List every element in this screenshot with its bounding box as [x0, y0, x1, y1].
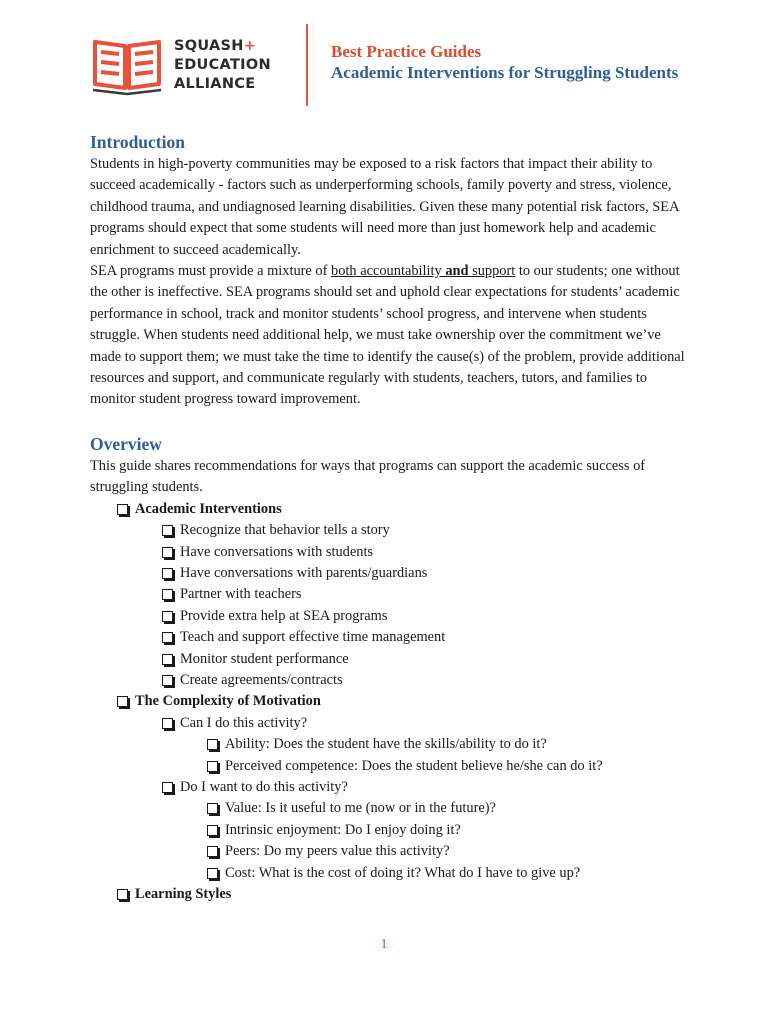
intro-p2-rest: to our students; one without the other is ineffective. SEA programs should set and uphold clear expectations for students’ academic performance in school, track and monitor students’ school progress, and intervene when students struggle. When students need additional help, we must take ownership over the commitment we’ve made to support them; we must take the time to identify the cause(s) of the problem, provide additional resources and support, and communicate regularly with students, teachers, tutors, and families to monitor student progress toward improvement. [90, 263, 685, 408]
intro-p2-bold: and [445, 263, 469, 280]
checklist-item-text: Create agreements/contracts [180, 671, 343, 688]
checkbox-bullet-icon [162, 782, 173, 793]
checkbox-bullet-icon [162, 675, 173, 686]
checklist-item-level-3 [90, 863, 690, 884]
checklist-item-text: Cost: What is the cost of doing it? What do I have to give up? [225, 864, 581, 881]
checkbox-bullet-icon [207, 868, 218, 879]
checklist-item-level-2 [90, 627, 690, 648]
checklist-item-text: Recognize that behavior tells a story [180, 522, 390, 539]
checklist-item-level-3 [90, 756, 690, 777]
intro-p2-underline-1: both accountability [331, 263, 446, 280]
document-body [90, 130, 690, 905]
checkbox-bullet-icon [162, 547, 173, 558]
checkbox-bullet-icon [162, 525, 173, 536]
checklist-item-level-2 [90, 649, 690, 670]
checkbox-bullet-icon [207, 825, 218, 836]
checklist-item-text: Do I want to do this activity? [180, 778, 348, 795]
checklist-item-text: The Complexity of Motivation [135, 693, 321, 710]
checkbox-bullet-icon [207, 739, 218, 750]
checkbox-bullet-icon [207, 803, 218, 814]
document-header [0, 0, 768, 120]
page-number: 1 [380, 937, 388, 952]
checklist-item-level-1 [90, 691, 690, 712]
checklist-item-level-2 [90, 584, 690, 605]
checklist-item-level-2 [90, 777, 690, 798]
header-divider [306, 24, 308, 106]
checklist-item-text: Ability: Does the student have the skills/ability to do it? [225, 736, 547, 753]
logo-line-1: SQUASH [174, 38, 244, 54]
checkbox-bullet-icon [162, 589, 173, 600]
checklist-item-level-3 [90, 820, 690, 841]
checklist-item-text: Monitor student performance [180, 650, 349, 667]
squash-education-alliance-logo [91, 34, 291, 96]
checkbox-bullet-icon [162, 632, 173, 643]
checklist-item-text: Academic Interventions [135, 500, 282, 517]
checklist-item-text: Partner with teachers [180, 586, 302, 603]
overview-checklist [90, 499, 690, 906]
overview-intro: This guide shares recommendations for ways that programs can support the academic success of struggling students. [90, 457, 646, 496]
checklist-item-text: Peers: Do my peers value this activity? [225, 843, 450, 860]
checklist-item-level-2 [90, 606, 690, 627]
checklist-item-text: Can I do this activity? [180, 714, 308, 731]
checklist-item-level-1 [90, 884, 690, 905]
introduction-paragraph-2 [90, 261, 690, 411]
checkbox-bullet-icon [162, 654, 173, 665]
overview-heading: Overview [90, 433, 162, 454]
checklist-item-level-2 [90, 520, 690, 541]
checklist-item-level-2 [90, 713, 690, 734]
checkbox-bullet-icon [162, 718, 173, 729]
guide-title: Academic Interventions for Struggling Students [331, 63, 679, 82]
checkbox-bullet-icon [162, 611, 173, 622]
checklist-item-text: Intrinsic enjoyment: Do I enjoy doing it? [225, 821, 461, 838]
checklist-item-level-3 [90, 734, 690, 755]
checklist-item-level-3 [90, 798, 690, 819]
checklist-item-text: Perceived competence: Does the student believe he/she can do it? [225, 757, 603, 774]
checklist-item-level-2 [90, 542, 690, 563]
checklist-item-level-1 [90, 499, 690, 520]
checklist-item-text: Have conversations with students [180, 543, 374, 560]
open-book-icon [91, 34, 163, 96]
checkbox-bullet-icon [207, 846, 218, 857]
checklist-item-level-2 [90, 563, 690, 584]
guide-series-title: Best Practice Guides [331, 42, 482, 61]
checkbox-bullet-icon [117, 696, 128, 707]
checklist-item-text: Have conversations with parents/guardians [180, 564, 428, 581]
checklist-item-level-2 [90, 670, 690, 691]
checklist-item-text: Value: Is it useful to me (now or in the future)? [225, 800, 496, 817]
intro-p2-lead: SEA programs must provide a mixture of [90, 263, 332, 280]
checklist-item-level-3 [90, 841, 690, 862]
logo-plus: + [243, 38, 257, 54]
checkbox-bullet-icon [162, 568, 173, 579]
checklist-item-text: Learning Styles [135, 886, 232, 902]
checkbox-bullet-icon [117, 889, 128, 900]
checklist-item-text: Provide extra help at SEA programs [180, 607, 388, 624]
introduction-heading: Introduction [90, 132, 185, 152]
checkbox-bullet-icon [117, 504, 128, 515]
checklist-item-text: Teach and support effective time management [180, 629, 446, 646]
logo-line-2: EDUCATION [174, 57, 271, 73]
checkbox-bullet-icon [207, 761, 218, 772]
logo-line-3: ALLIANCE [174, 76, 256, 92]
logo-wordmark [174, 37, 271, 94]
introduction-paragraph-1: Students in high-poverty communities may be exposed to a risk factors that impact their ability to succeed academically - factors such as underperforming schools, family poverty and stress, violence, childhood trauma, and undiagnosed learning disabilities. Given these many potential risk factors, SEA programs should expect that some students will need more than just homework help and academic enrichment to succeed academically. [90, 156, 679, 258]
intro-p2-underline-2: support [468, 263, 516, 280]
